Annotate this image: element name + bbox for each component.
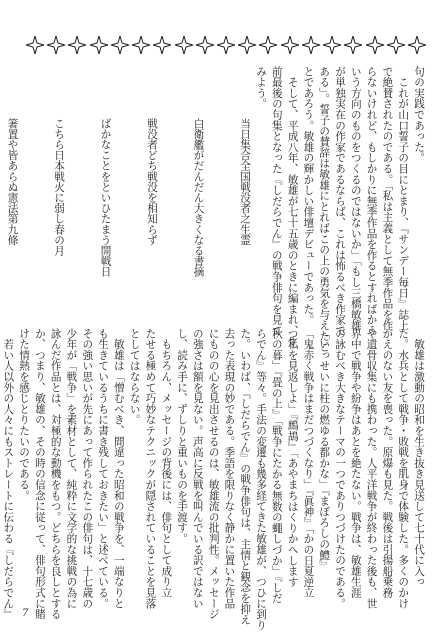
four-pointed-star-icon bbox=[153, 36, 171, 54]
verse-line: 戦没者どち戦没を相知らず bbox=[146, 118, 158, 246]
page-number: 7 bbox=[22, 608, 29, 619]
four-pointed-star-icon bbox=[323, 36, 341, 54]
four-pointed-star-icon bbox=[68, 36, 86, 54]
four-pointed-star-icon bbox=[259, 36, 277, 54]
four-pointed-star-icon bbox=[238, 36, 256, 54]
four-pointed-star-icon bbox=[111, 36, 129, 54]
four-pointed-star-icon bbox=[302, 36, 320, 54]
verse-line: 当日集合全国戦没者之生霊 bbox=[239, 118, 251, 246]
four-pointed-star-icon bbox=[387, 36, 405, 54]
verse-line: ばかなことをといひたまう開戦日 bbox=[99, 118, 112, 277]
four-pointed-star-icon bbox=[217, 36, 235, 54]
four-pointed-star-icon bbox=[196, 36, 214, 54]
verse-list bbox=[6, 118, 283, 298]
four-pointed-star-icon bbox=[132, 36, 150, 54]
four-pointed-star-icon bbox=[47, 36, 65, 54]
star-ornament-border bbox=[26, 32, 426, 58]
verse-line: 箸置や皆あらぬ憲法第九條 bbox=[6, 118, 19, 246]
four-pointed-star-icon bbox=[90, 36, 108, 54]
verse-line: こちら日本戦火に弱し春の月 bbox=[53, 118, 65, 256]
four-pointed-star-icon bbox=[281, 36, 299, 54]
four-pointed-star-icon bbox=[344, 36, 362, 54]
four-pointed-star-icon bbox=[26, 36, 44, 54]
body-text-upper: 句の実践であった。 これが山口誓子の目にとまり、『サンデー毎日』誌上 で絶賛されたのである。「私は主義として無季作品を作 らないけれど、もしかりに無季作品を作るとすればかう いう方向のものをつくるのではないか」「もし三橋敏雄 が単独実在の作家であるならば、これは怖るべき作家で ある」。誓子の賛辞は敏雄にとればこの上の勇気を与えたこ とであろう。敏雄の輝かしい俳壇デビューであった。 そして、平成八年、敏雄が七十五歳のときに編まれ、生 前最後の句集となった『しだらでん』の戦争俳句を見て みよう。 bbox=[255, 66, 425, 353]
four-pointed-star-icon bbox=[408, 36, 426, 54]
four-pointed-star-icon bbox=[366, 36, 384, 54]
body-text-lower: 敏雄は激動の昭和を生き抜き見送して七十代に入っ た。水兵として戦争・敗戦を肌身で体験した。多くのかけ がえのない友を喪った。原爆も見た。戦後は引揚船乗務 や遺骨収集にも携わった。人平洋戦争が終わった後も、世 界中で戦争や紛争はあとを絶たない。戦争は、敏雄生涯 の詠むべき大きなテーマの一つでありつづけたのである。 「いっせいに柱の燃ゆる都かな」『まぼろしの鱧』 「鬼赤く戦争はまだつづくなり」『眞神』「かの日夏逆立 つ私を見返しよ」『鷓鴣』「あやまちはくりかへします 秋の暮」『畳の上』「戦争にたかる無数の蠅しづか」『しだ らでん』等々。手法の変遷も幾多経てきた敏雄が、つひに到り た。いわば、『しだらでん』の戦争俳句は、主情と観念を抑え 去った表現の妙である。季語を限りなく静かに置いた作品 にものの心を見出させるのは、敏雄流の批判性。メッセージ の強さは額を見ない。声高に反戦を叫んでいる訳ではない し、読み手に、ずしりと重いものを手渡す。 もちろん、メッセージの背後には、俳句として成り立 たせる極めて巧妙なテクニックが隠されていることを見落 としてはならない。 敏雄は「憎むべき、間違った昭和の戦争を、一端なりと も生きているうちに書き残しておきたい」と述べている。 その強い思いが先にあって作られたこの俳句は、十七歳の 少年が「戦争」を素材として、純粋に文学的な挑戦の為に 詠んだ作品とは、対極的な動機をもつ。どちらを良しとする か、つまり、敏雄の、その時の信念に従って、俳句形式に賭 けた情熱を感じとりたいのである。 若い人以外の人々にもストレートに伝わる『しだらでん』 bbox=[2, 328, 425, 631]
verse-line: 白衛艦がだんだん大きくなる書摘 bbox=[192, 118, 205, 277]
four-pointed-star-icon bbox=[175, 36, 193, 54]
